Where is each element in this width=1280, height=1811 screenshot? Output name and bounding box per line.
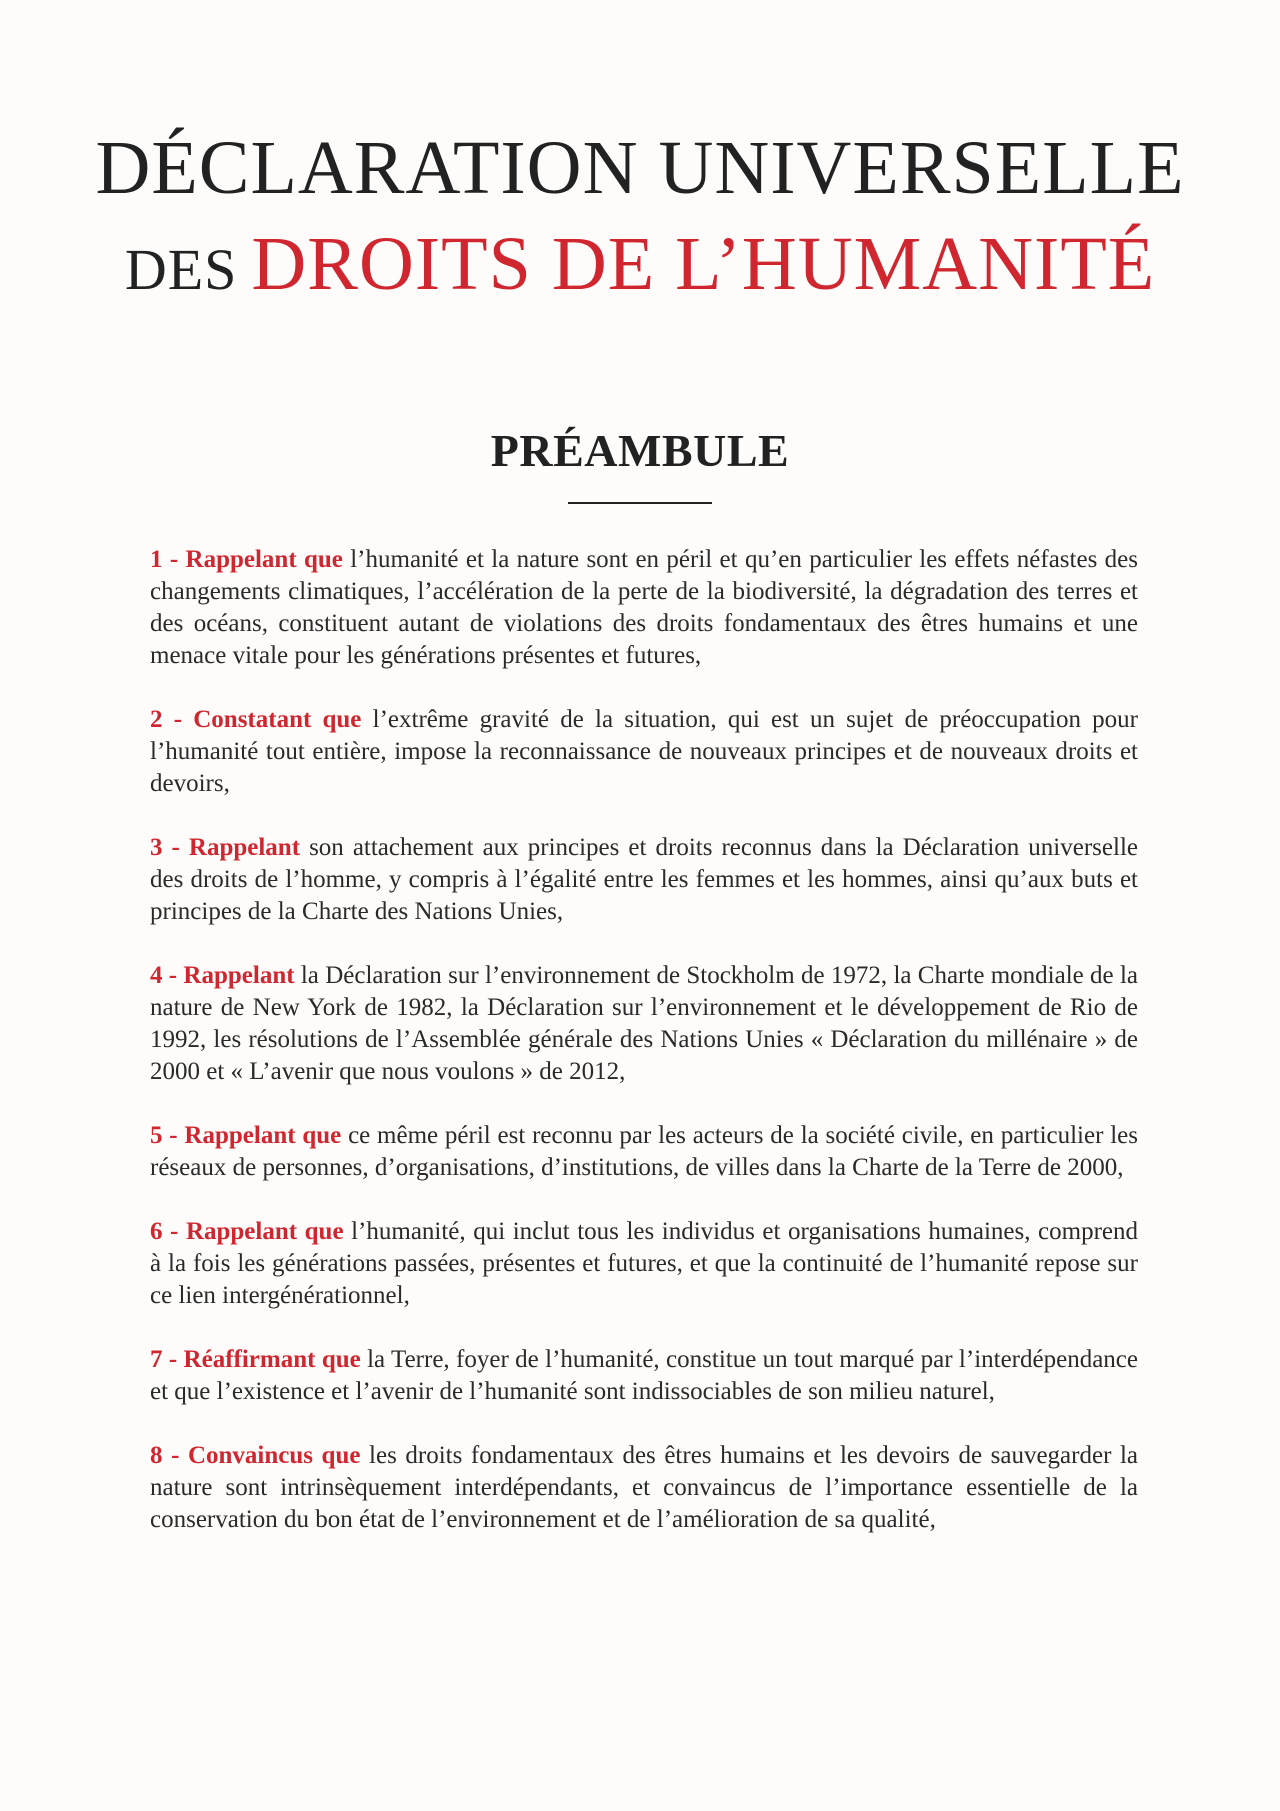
preamble-paragraph xyxy=(150,960,1138,1088)
preamble-paragraph xyxy=(150,704,1138,800)
paragraph-lead: 5 - Rappelant que xyxy=(150,1122,342,1149)
preamble-paragraph xyxy=(150,832,1138,928)
preamble-paragraphs xyxy=(150,544,1138,1568)
document-title xyxy=(0,120,1280,333)
paragraph-text: les droits fondamentaux des êtres humains et les devoirs de sauvegarder la nature sont intrinsèquement interdépendants, et convaincus de l’importance essentielle de la conservation du bon état de l’environnement et de l’amélioration de sa qualité, xyxy=(150,1442,1138,1533)
preamble-paragraph xyxy=(150,544,1138,672)
preamble-heading: PRÉAMBULE xyxy=(490,425,790,476)
title-main: DROITS DE L’HUMANITÉ xyxy=(251,222,1156,306)
paragraph-lead: 1 - Rappelant que xyxy=(150,546,343,573)
title-prefix: DES xyxy=(124,237,238,302)
paragraph-lead: 3 - Rappelant xyxy=(150,834,301,861)
preamble-paragraph xyxy=(150,1344,1138,1408)
preamble-paragraph xyxy=(150,1216,1138,1312)
paragraph-lead: 7 - Réaffirmant que xyxy=(150,1346,361,1373)
paragraph-lead: 6 - Rappelant que xyxy=(150,1218,344,1245)
heading-divider xyxy=(568,502,712,504)
title-line-1: DÉCLARATION UNIVERSELLE xyxy=(95,126,1185,210)
preamble-paragraph xyxy=(150,1440,1138,1536)
paragraph-text: son attachement aux principes et droits reconnus dans la Déclaration universelle des droits de l’homme, y compris à l’égalité entre les femmes et les hommes, ainsi qu’aux buts et principes de la Charte des Nations Unies, xyxy=(150,834,1138,925)
paragraph-text: l’extrême gravité de la situation, qui est un sujet de préoccupation pour l’humanité tout entière, impose la reconnaissance de nouveaux principes et de nouveaux droits et devoirs, xyxy=(150,706,1139,797)
paragraph-text: la Terre, foyer de l’humanité, constitue un tout marqué par l’interdépendance et que l’existence et l’avenir de l’humanité sont indissociables de son milieu naturel, xyxy=(150,1346,1138,1405)
paragraph-lead: 2 - Constatant que xyxy=(150,706,362,733)
paragraph-text: l’humanité, qui inclut tous les individus et organisations humaines, comprend à la fois les générations passées, présentes et futures, et que la continuité de l’humanité repose sur ce lien intergénérationnel, xyxy=(150,1218,1138,1309)
paragraph-lead: 8 - Convaincus que xyxy=(150,1442,361,1469)
preamble-paragraph xyxy=(150,1120,1138,1184)
paragraph-lead: 4 - Rappelant xyxy=(150,962,295,989)
title-line-2 xyxy=(0,216,1280,333)
paragraph-text: ce même péril est reconnu par les acteurs de la société civile, en particulier les réseaux de personnes, d’organisations, d’institutions, de villes dans la Charte de la Terre de 2000, xyxy=(150,1122,1138,1181)
paragraph-text: la Déclaration sur l’environnement de Stockholm de 1972, la Charte mondiale de la nature de New York de 1982, la Déclaration sur l’environnement et le développement de Rio de 1992, les résolutions de l’Assemblée générale des Nations Unies « Déclaration du millénaire » de 2000 et « L’avenir que nous voulons » de 2012, xyxy=(150,962,1138,1085)
paragraph-text: l’humanité et la nature sont en péril et qu’en particulier les effets néfastes des changements climatiques, l’accélération de la perte de la biodiversité, la dégradation des terres et des océans, constituent autant de violations des droits fondamentaux des êtres humains et une menace vitale pour les générations présentes et futures, xyxy=(150,546,1138,669)
